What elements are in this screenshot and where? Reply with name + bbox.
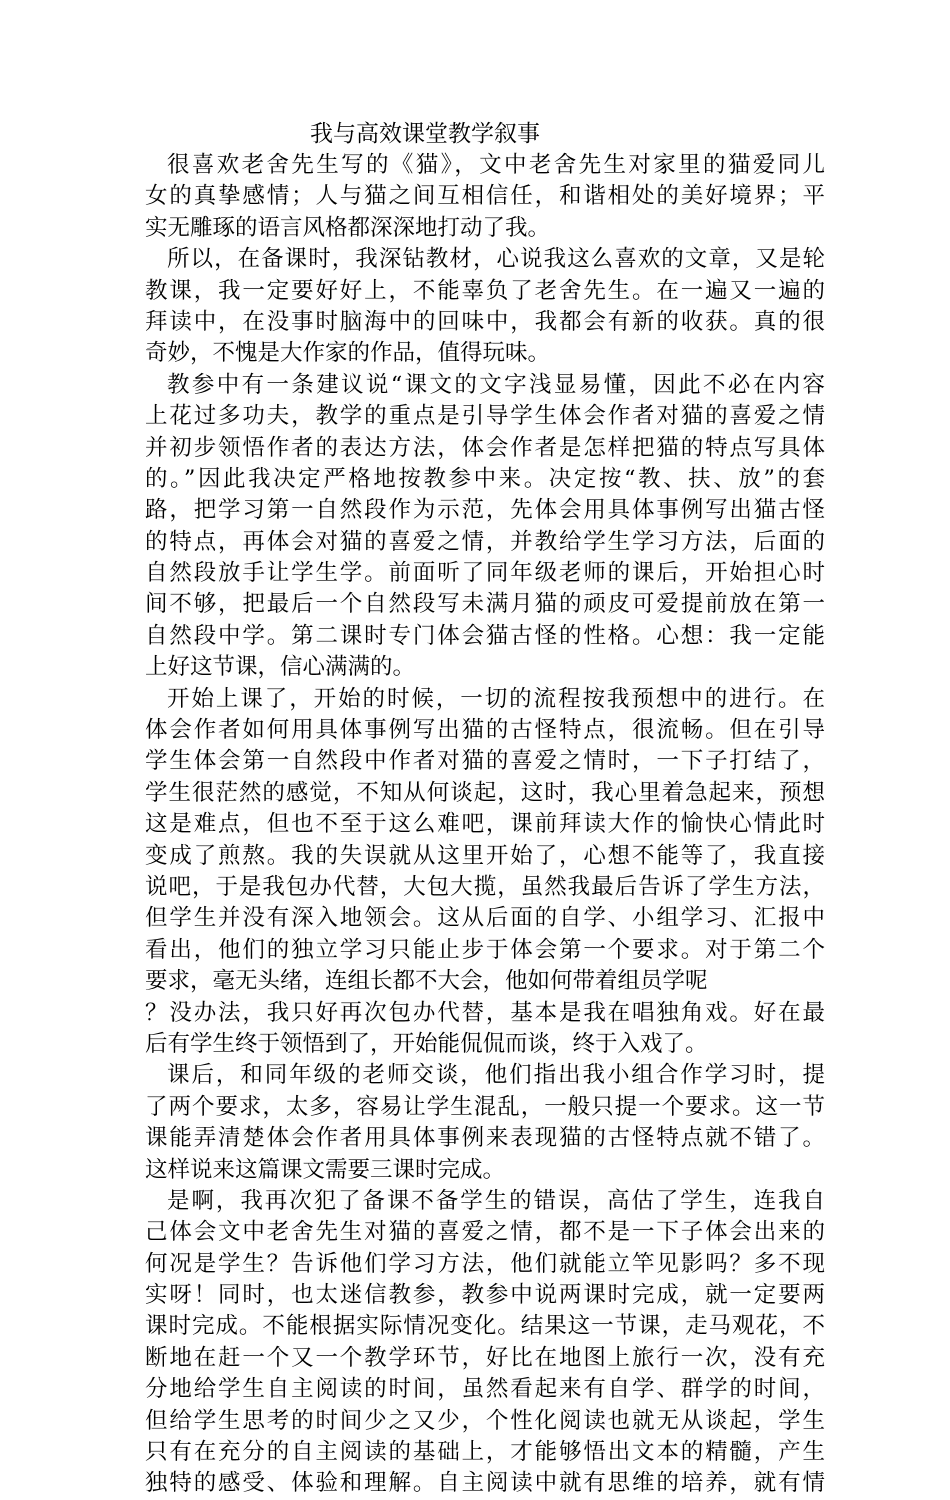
body-line: 说吧，于是我包办代替，大包大揽，虽然我最后告诉了学生方法， [145,873,825,900]
body-line: 所以，在备课时，我深钻教材，心说我这么喜欢的文章，又是轮 [167,246,825,273]
body-line: 独特的感受、体验和理解。自主阅读中就有思维的培养，就有情 [145,1470,825,1497]
body-line: 教参中有一条建议说“课文的文字浅显易懂，因此不必在内容 [167,371,825,398]
body-line: 但学生并没有深入地领会。这从后面的自学、小组学习、汇报中 [145,905,825,932]
body-line: 的。”因此我决定严格地按教参中来。决定按“教、扶、放”的套 [145,465,825,492]
document-title: 我与高效课堂教学叙事 [310,121,540,147]
body-line: 实呀！同时，也太迷信教参，教参中说两课时完成，就一定要两 [145,1282,825,1309]
body-line: 奇妙，不愧是大作家的作品，值得玩味。 [145,340,551,367]
body-line: 分地给学生自主阅读的时间，虽然看起来有自学、群学的时间， [145,1376,825,1403]
body-line: 了两个要求，太多，容易让学生混乱，一般只提一个要求。这一节 [145,1093,825,1120]
body-line: 女的真挚感情；人与猫之间互相信任，和谐相处的美好境界；平 [145,183,825,210]
body-line: 课时完成。不能根据实际情况变化。结果这一节课，走马观花，不 [145,1313,825,1340]
body-line: 学生很茫然的感觉，不知从何谈起，这时，我心里着急起来，预想 [145,779,825,806]
body-line: 这样说来这篇课文需要三课时完成。 [145,1156,506,1183]
body-line: 是啊，我再次犯了备课不备学生的错误，高估了学生，连我自 [167,1187,825,1214]
body-line: 实无雕琢的语言风格都深深地打动了我。 [145,214,551,241]
body-line: ？没办法，我只好再次包办代替，基本是我在唱独角戏。好在最 [145,999,825,1026]
body-line: 很喜欢老舍先生写的《猫》，文中老舍先生对家里的猫爱同儿 [167,152,825,178]
body-line: 并初步领悟作者的表达方法，体会作者是怎样把猫的特点写具体 [145,434,825,461]
body-line: 要求，毫无头绪，连组长都不大会，他如何带着组员学呢 [145,968,708,995]
body-line: 断地在赶一个又一个教学环节，好比在地图上旅行一次，没有充 [145,1344,825,1371]
body-line: 间不够，把最后一个自然段写未满月猫的顽皮可爱提前放在第一 [145,591,825,618]
body-line: 课后，和同年级的老师交谈，他们指出我小组合作学习时，提 [167,1062,825,1089]
document-body [145,150,825,1500]
body-line: 拜读中，在没事时脑海中的回味中，我都会有新的收获。真的很 [145,308,825,335]
body-line: 的特点，再体会对猫的喜爱之情，并教给学生学习方法，后面的 [145,528,825,555]
body-line: 体会作者如何用具体事例写出猫的古怪特点，很流畅。但在引导 [145,717,825,744]
body-line: 教课，我一定要好好上，不能辜负了老舍先生。在一遍又一遍的 [145,277,825,304]
body-line: 开始上课了，开始的时候，一切的流程按我预想中的进行。在 [167,685,825,712]
body-line: 学生体会第一自然段中作者对猫的喜爱之情时，一下子打结了， [145,748,825,775]
body-line: 自然段放手让学生学。前面听了同年级老师的课后，开始担心时 [145,560,825,587]
body-line: 这是难点，但也不至于这么难吧，课前拜读大作的愉快心情此时 [145,811,825,838]
body-line: 看出，他们的独立学习只能止步于体会第一个要求。对于第二个 [145,936,825,963]
body-line: 何况是学生？告诉他们学习方法，他们就能立竿见影吗？多不现 [145,1250,825,1277]
body-line: 己体会文中老舍先生对猫的喜爱之情，都不是一下子体会出来的 [145,1219,825,1246]
body-line: 上花过多功夫，教学的重点是引导学生体会作者对猫的喜爱之情 [145,403,825,430]
body-line: 路，把学习第一自然段作为示范，先体会用具体事例写出猫古怪 [145,497,825,524]
body-line: 变成了煎熬。我的失误就从这里开始了，心想不能等了，我直接 [145,842,825,869]
body-line: 课能弄清楚体会作者用具体事例来表现猫的古怪特点就不错了。 [145,1125,825,1152]
body-line: 上好这节课，信心满满的。 [145,654,416,681]
body-line: 只有在充分的自主阅读的基础上，才能够悟出文本的精髓，产生 [145,1439,825,1466]
body-line: 但给学生思考的时间少之又少，个性化阅读也就无从谈起，学生 [145,1407,825,1434]
body-line: 自然段中学。第二课时专门体会猫古怪的性格。心想：我一定能 [145,622,825,649]
body-line: 后有学生终于领悟到了，开始能侃侃而谈，终于入戏了。 [145,1030,708,1057]
